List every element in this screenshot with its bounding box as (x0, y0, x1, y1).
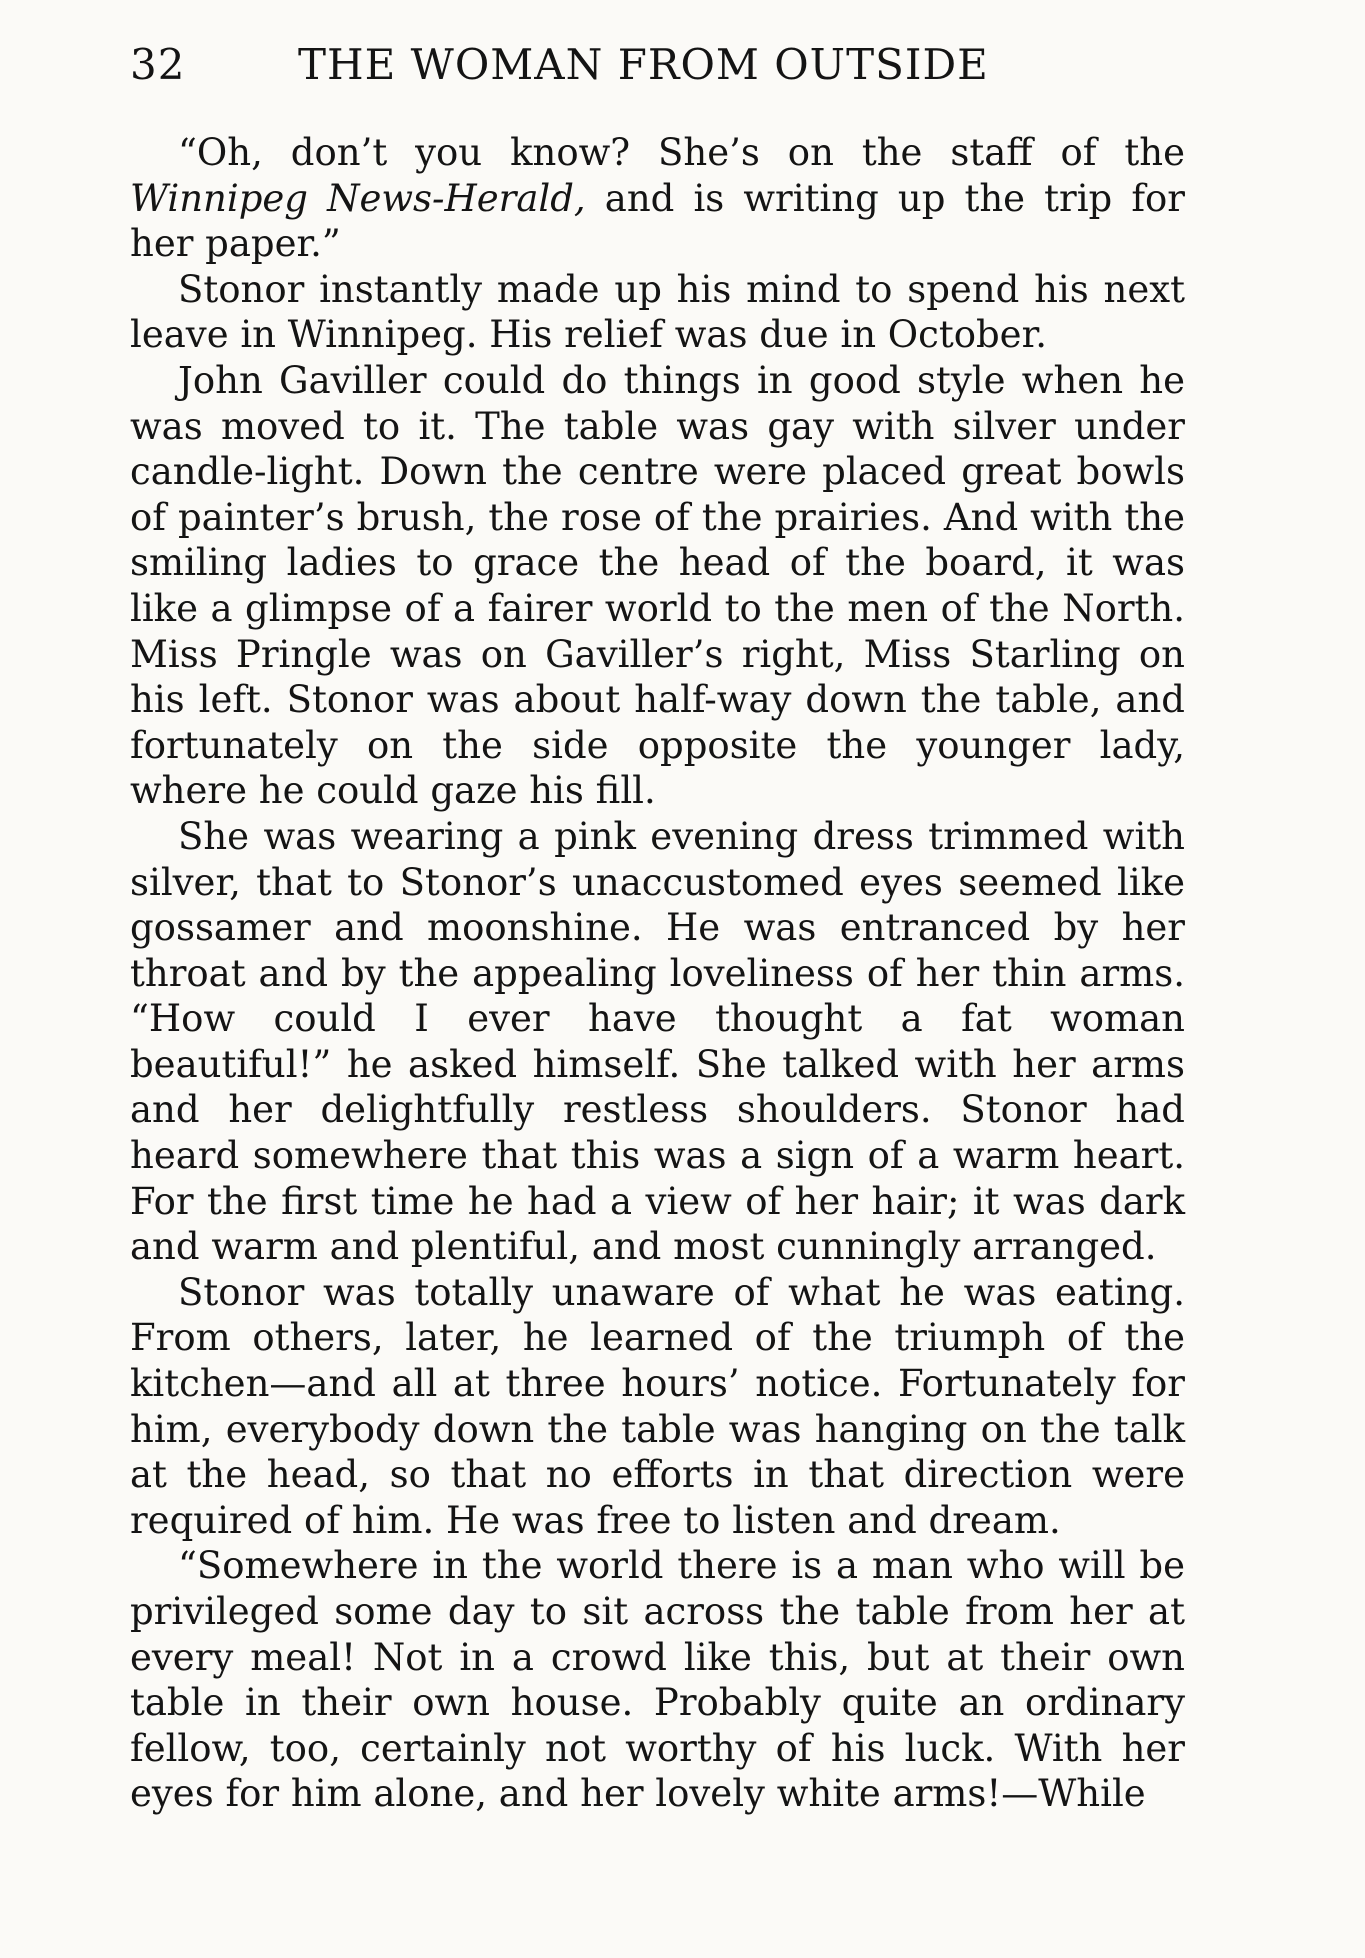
paragraph-1-text: “Oh, don’t you know? She’s on the staff of the (178, 131, 1185, 174)
page-number: 32 (130, 40, 186, 89)
paragraph-6: “Somewhere in the world there is a man who will be privileged some day to sit across the table from her at every meal! Not in a crowd like this, but at their own table in their own house. Probably quite an ordinary fellow, too, certainly not worthy of his luck. With her eyes for him alone, and her lovely white arms!—While (130, 1544, 1185, 1816)
paragraph-1 (130, 130, 1185, 267)
paragraph-2: Stonor instantly made up his mind to spend his next leave in Winnipeg. His relief was due in October. (130, 267, 1185, 357)
paragraph-3: John Gaviller could do things in good style when he was moved to it. The table was gay with silver under candle-light. Down the centre were placed great bowls of painter’s brush, the rose of the prairies. And with the smiling ladies to grace the head of the board, it was like a glimpse of a fairer world to the men of the North. Miss Pringle was on Gaviller’s right, Miss Starling on his left. Stonor was about half-way down the table, and fortunately on the side opposite the younger lady, where he could gaze his fill. (130, 358, 1185, 813)
body-text (130, 130, 1185, 1817)
newspaper-title: Winnipeg News-Herald, (130, 176, 586, 220)
running-header (130, 40, 1185, 100)
running-title: THE WOMAN FROM OUTSIDE (298, 40, 989, 89)
paragraph-1-tail: and is writing up the trip for her paper.” (130, 176, 1185, 266)
paragraph-5: Stonor was totally unaware of what he was eating. From others, later, he learned of the triumph of the kitchen—and all at three hours’ notice. Fortunately for him, everybody down the table was hanging on the talk at the head, so that no efforts in that direction were required of him. He was free to listen and dream. (130, 1270, 1185, 1542)
book-page (130, 40, 1185, 1920)
paragraph-4: She was wearing a pink evening dress trimmed with silver, that to Stonor’s unaccustomed eyes seemed like gossamer and moonshine. He was entranced by her throat and by the appealing loveliness of her thin arms. “How could I ever have thought a fat woman beautiful!” he asked himself. She talked with her arms and her delightfully restless shoulders. Stonor had heard somewhere that this was a sign of a warm heart. For the first time he had a view of her hair; it was dark and warm and plentiful, and most cunningly arranged. (130, 814, 1185, 1269)
